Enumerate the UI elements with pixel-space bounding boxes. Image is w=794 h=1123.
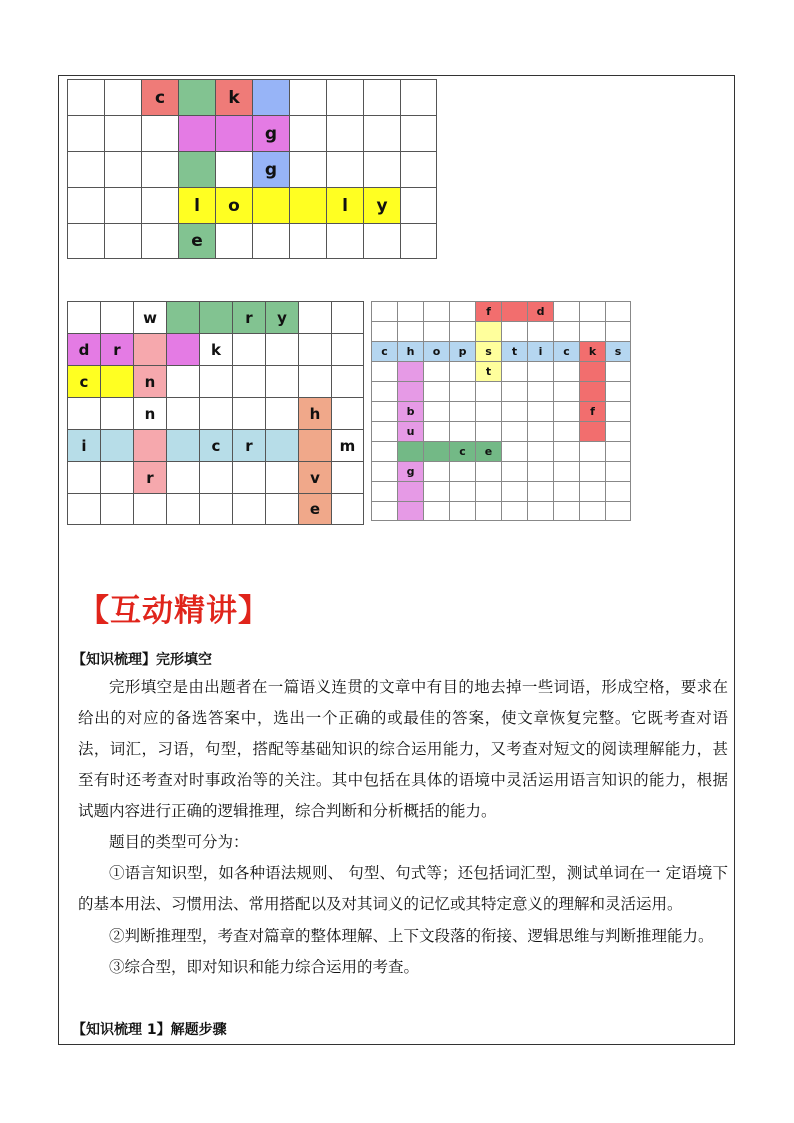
grid-cell [397,501,423,521]
grid-letter-cell: s [605,341,631,361]
grid-letter-cell: k [215,79,252,115]
grid-cell [166,365,199,397]
grid-cell [527,461,553,481]
grid-cell [67,461,100,493]
grid-cell [579,501,605,521]
grid-cell [475,401,501,421]
grid-letter-cell: p [449,341,475,361]
grid-letter-cell: e [475,441,501,461]
grid-letter-cell: k [199,333,232,365]
grid-letter-cell: h [298,397,331,429]
grid-cell [579,441,605,461]
grid-cell [215,151,252,187]
grid-cell [215,115,252,151]
grid-cell [104,151,141,187]
grid-cell [475,321,501,341]
grid-cell [199,301,232,333]
grid-cell [475,421,501,441]
grid-cell [371,401,397,421]
grid-cell [232,461,265,493]
grid-cell [501,441,527,461]
grid-cell [553,501,579,521]
paragraph-type-2: ②判断推理型，考查对篇章的整体理解、上下文段落的衔接、逻辑思维与判断推理能力。 [109,927,714,945]
grid-cell [400,79,437,115]
grid-cell [67,301,100,333]
grid-cell [605,441,631,461]
paragraph-types-heading: 题目的类型可分为： [109,833,249,851]
grid-letter-cell: f [579,401,605,421]
grid-cell [553,361,579,381]
grid-cell [265,365,298,397]
grid-letter-cell: e [298,493,331,525]
grid-cell [371,361,397,381]
grid-cell [331,301,364,333]
grid-cell [363,151,400,187]
grid-cell [166,461,199,493]
grid-cell [449,481,475,501]
grid-cell [199,461,232,493]
grid-letter-cell: m [331,429,364,461]
grid-cell [605,421,631,441]
grid-letter-cell: i [527,341,553,361]
grid-cell [265,333,298,365]
grid-letter-cell: o [215,187,252,223]
grid-cell [104,223,141,259]
grid-letter-cell: s [475,341,501,361]
paragraph-intro: 完形填空是由出题者在一篇语义连贯的文章中有目的地去掉一些词语，形成空格，要求在给出的对应的备选答案中，选出一个正确的或最佳的答案，使文章恢复完整。它既考查对语法，词汇，习语，句型，搭配等基础知识的综合运用能力，又考查对短文的阅读理解能力，甚至有时还考查对时事政治等的关注。其中包括在具体的语境中灵活运用语言知识的能力，根据试题内容进行正确的逻辑推理，综合判断和分析概括的能力。 [78,678,728,820]
grid-cell [178,79,215,115]
grid-cell [397,361,423,381]
steps-label-text: 解题步骤 [170,1022,227,1038]
grid-letter-cell: c [199,429,232,461]
grid-cell [553,321,579,341]
grid-cell [67,223,104,259]
grid-cell [397,321,423,341]
grid-cell [100,397,133,429]
grid-cell [232,365,265,397]
grid-cell [326,115,363,151]
grid-cell [289,151,326,187]
grid-cell [501,481,527,501]
grid-cell [289,223,326,259]
grid-cell [166,397,199,429]
grid-cell [178,115,215,151]
grid-cell [527,361,553,381]
grid-cell [232,333,265,365]
grid-cell [141,223,178,259]
grid-cell [400,151,437,187]
grid-cell [605,501,631,521]
grid-cell [67,115,104,151]
grid-letter-cell: g [252,151,289,187]
grid-cell [100,301,133,333]
grid-cell [104,79,141,115]
grid-cell [397,481,423,501]
grid-cell [166,333,199,365]
grid-cell [397,441,423,461]
grid-cell [133,493,166,525]
grid-cell [371,501,397,521]
grid-cell [166,301,199,333]
grid-cell [298,333,331,365]
grid-cell [400,223,437,259]
grid-letter-cell: r [100,333,133,365]
grid-letter-cell: t [475,361,501,381]
grid-letter-cell: n [133,397,166,429]
grid-cell [449,361,475,381]
grid-cell [326,223,363,259]
grid-cell [501,401,527,421]
grid-cell [579,481,605,501]
grid-cell [423,321,449,341]
grid-cell [423,501,449,521]
grid-cell [232,397,265,429]
grid-letter-cell: f [475,301,501,321]
grid-cell [363,79,400,115]
grid-cell [397,381,423,401]
grid-cell [166,429,199,461]
grid-cell [579,381,605,401]
grid-cell [67,151,104,187]
grid-cell [527,421,553,441]
grid-cell [449,301,475,321]
grid-cell [449,381,475,401]
grid-cell [265,493,298,525]
grid-cell [178,151,215,187]
steps-label-bracket: 【知识梳理 1】 [72,1022,171,1038]
grid-cell [265,461,298,493]
grid-cell [475,381,501,401]
paragraph-type-1: ①语言知识型，如各种语法规则、 句型、句式等；还包括词汇型，测试单词在一 定语境下的基本用法、习惯用法、常用搭配以及对其词义的记忆或其特定意义的理解和灵活运用。 [78,864,728,913]
grid-cell [449,421,475,441]
knowledge-label [72,649,212,669]
grid-letter-cell: e [178,223,215,259]
grid-cell [298,365,331,397]
grid-cell [501,381,527,401]
grid-cell [326,151,363,187]
grid-cell [252,79,289,115]
grid-cell [475,481,501,501]
grid-letter-cell: c [449,441,475,461]
grid-cell [501,501,527,521]
grid-letter-cell: c [371,341,397,361]
steps-label [72,1019,227,1039]
grid-cell [449,401,475,421]
grid-cell [298,301,331,333]
grid-cell [331,493,364,525]
grid-cell [371,461,397,481]
grid-cell [232,493,265,525]
grid-cell [501,461,527,481]
grid-cell [400,187,437,223]
grid-cell [423,381,449,401]
grid-letter-cell: c [67,365,100,397]
grid-cell [605,401,631,421]
grid-cell [104,115,141,151]
grid-cell [553,481,579,501]
grid-letter-cell: t [501,341,527,361]
grid-cell [67,79,104,115]
grid-cell [133,333,166,365]
grid-cell [605,381,631,401]
grid-letter-cell: g [252,115,289,151]
section-title: 【互动精讲】 [78,593,270,629]
grid-cell [423,421,449,441]
grid-cell [100,365,133,397]
paragraph-type-3: ③综合型，即对知识和能力综合运用的考查。 [109,958,420,976]
grid-cell [371,381,397,401]
grid-letter-cell: i [67,429,100,461]
grid-cell [331,365,364,397]
grid-cell [605,361,631,381]
grid-cell [449,461,475,481]
grid-letter-cell: d [67,333,100,365]
grid-cell [423,361,449,381]
crossword-grid-2 [67,301,365,526]
grid-letter-cell: c [141,79,178,115]
grid-cell [527,501,553,521]
grid-letter-cell: u [397,421,423,441]
grid-cell [579,301,605,321]
grid-cell [553,421,579,441]
grid-cell [527,481,553,501]
grid-letter-cell: r [232,301,265,333]
grid-cell [605,321,631,341]
grid-letter-cell: l [326,187,363,223]
grid-cell [475,501,501,521]
grid-cell [527,441,553,461]
grid-cell [133,429,166,461]
grid-letter-cell: r [232,429,265,461]
grid-cell [199,493,232,525]
grid-cell [371,441,397,461]
grid-letter-cell: y [363,187,400,223]
grid-cell [423,301,449,321]
grid-cell [553,301,579,321]
grid-cell [449,321,475,341]
grid-cell [298,429,331,461]
grid-cell [141,187,178,223]
grid-cell [100,493,133,525]
grid-cell [475,461,501,481]
grid-cell [265,429,298,461]
grid-cell [553,441,579,461]
grid-cell [199,365,232,397]
grid-letter-cell: g [397,461,423,481]
grid-cell [449,501,475,521]
grid-letter-cell: k [579,341,605,361]
grid-cell [67,187,104,223]
grid-letter-cell: c [553,341,579,361]
grid-cell [371,321,397,341]
grid-cell [252,187,289,223]
grid-cell [579,461,605,481]
crossword-grid-1 [67,79,438,260]
grid-cell [100,461,133,493]
knowledge-label-text: 完形填空 [156,652,212,668]
knowledge-label-bracket: 【知识梳理】 [72,652,156,668]
grid-cell [289,115,326,151]
grid-letter-cell: b [397,401,423,421]
grid-letter-cell: l [178,187,215,223]
grid-letter-cell: v [298,461,331,493]
grid-cell [104,187,141,223]
grid-cell [252,223,289,259]
grid-cell [605,301,631,321]
grid-cell [371,301,397,321]
grid-cell [371,481,397,501]
crossword-grid-3 [371,301,632,522]
grid-cell [371,421,397,441]
grid-cell [423,401,449,421]
grid-cell [397,301,423,321]
grid-cell [67,397,100,429]
grid-cell [605,481,631,501]
grid-cell [363,115,400,151]
grid-cell [423,461,449,481]
grid-cell [289,79,326,115]
grid-cell [331,333,364,365]
grid-cell [501,361,527,381]
grid-cell [400,115,437,151]
grid-cell [579,361,605,381]
grid-cell [331,461,364,493]
grid-cell [553,461,579,481]
grid-cell [553,401,579,421]
grid-cell [363,223,400,259]
grid-cell [166,493,199,525]
grid-letter-cell: y [265,301,298,333]
grid-cell [199,397,232,429]
grid-cell [423,441,449,461]
grid-cell [553,381,579,401]
grid-letter-cell: w [133,301,166,333]
grid-cell [141,151,178,187]
grid-cell [579,321,605,341]
grid-letter-cell: n [133,365,166,397]
grid-cell [423,481,449,501]
grid-letter-cell: o [423,341,449,361]
grid-letter-cell: h [397,341,423,361]
grid-cell [331,397,364,429]
grid-cell [527,401,553,421]
grid-cell [605,461,631,481]
grid-cell [289,187,326,223]
grid-cell [67,493,100,525]
grid-cell [141,115,178,151]
grid-cell [326,79,363,115]
grid-cell [579,421,605,441]
grid-cell [215,223,252,259]
grid-cell [501,321,527,341]
grid-cell [501,421,527,441]
grid-cell [527,321,553,341]
grid-cell [100,429,133,461]
grid-letter-cell: d [527,301,553,321]
grid-cell [265,397,298,429]
grid-cell [527,381,553,401]
grid-letter-cell: r [133,461,166,493]
grid-cell [501,301,527,321]
